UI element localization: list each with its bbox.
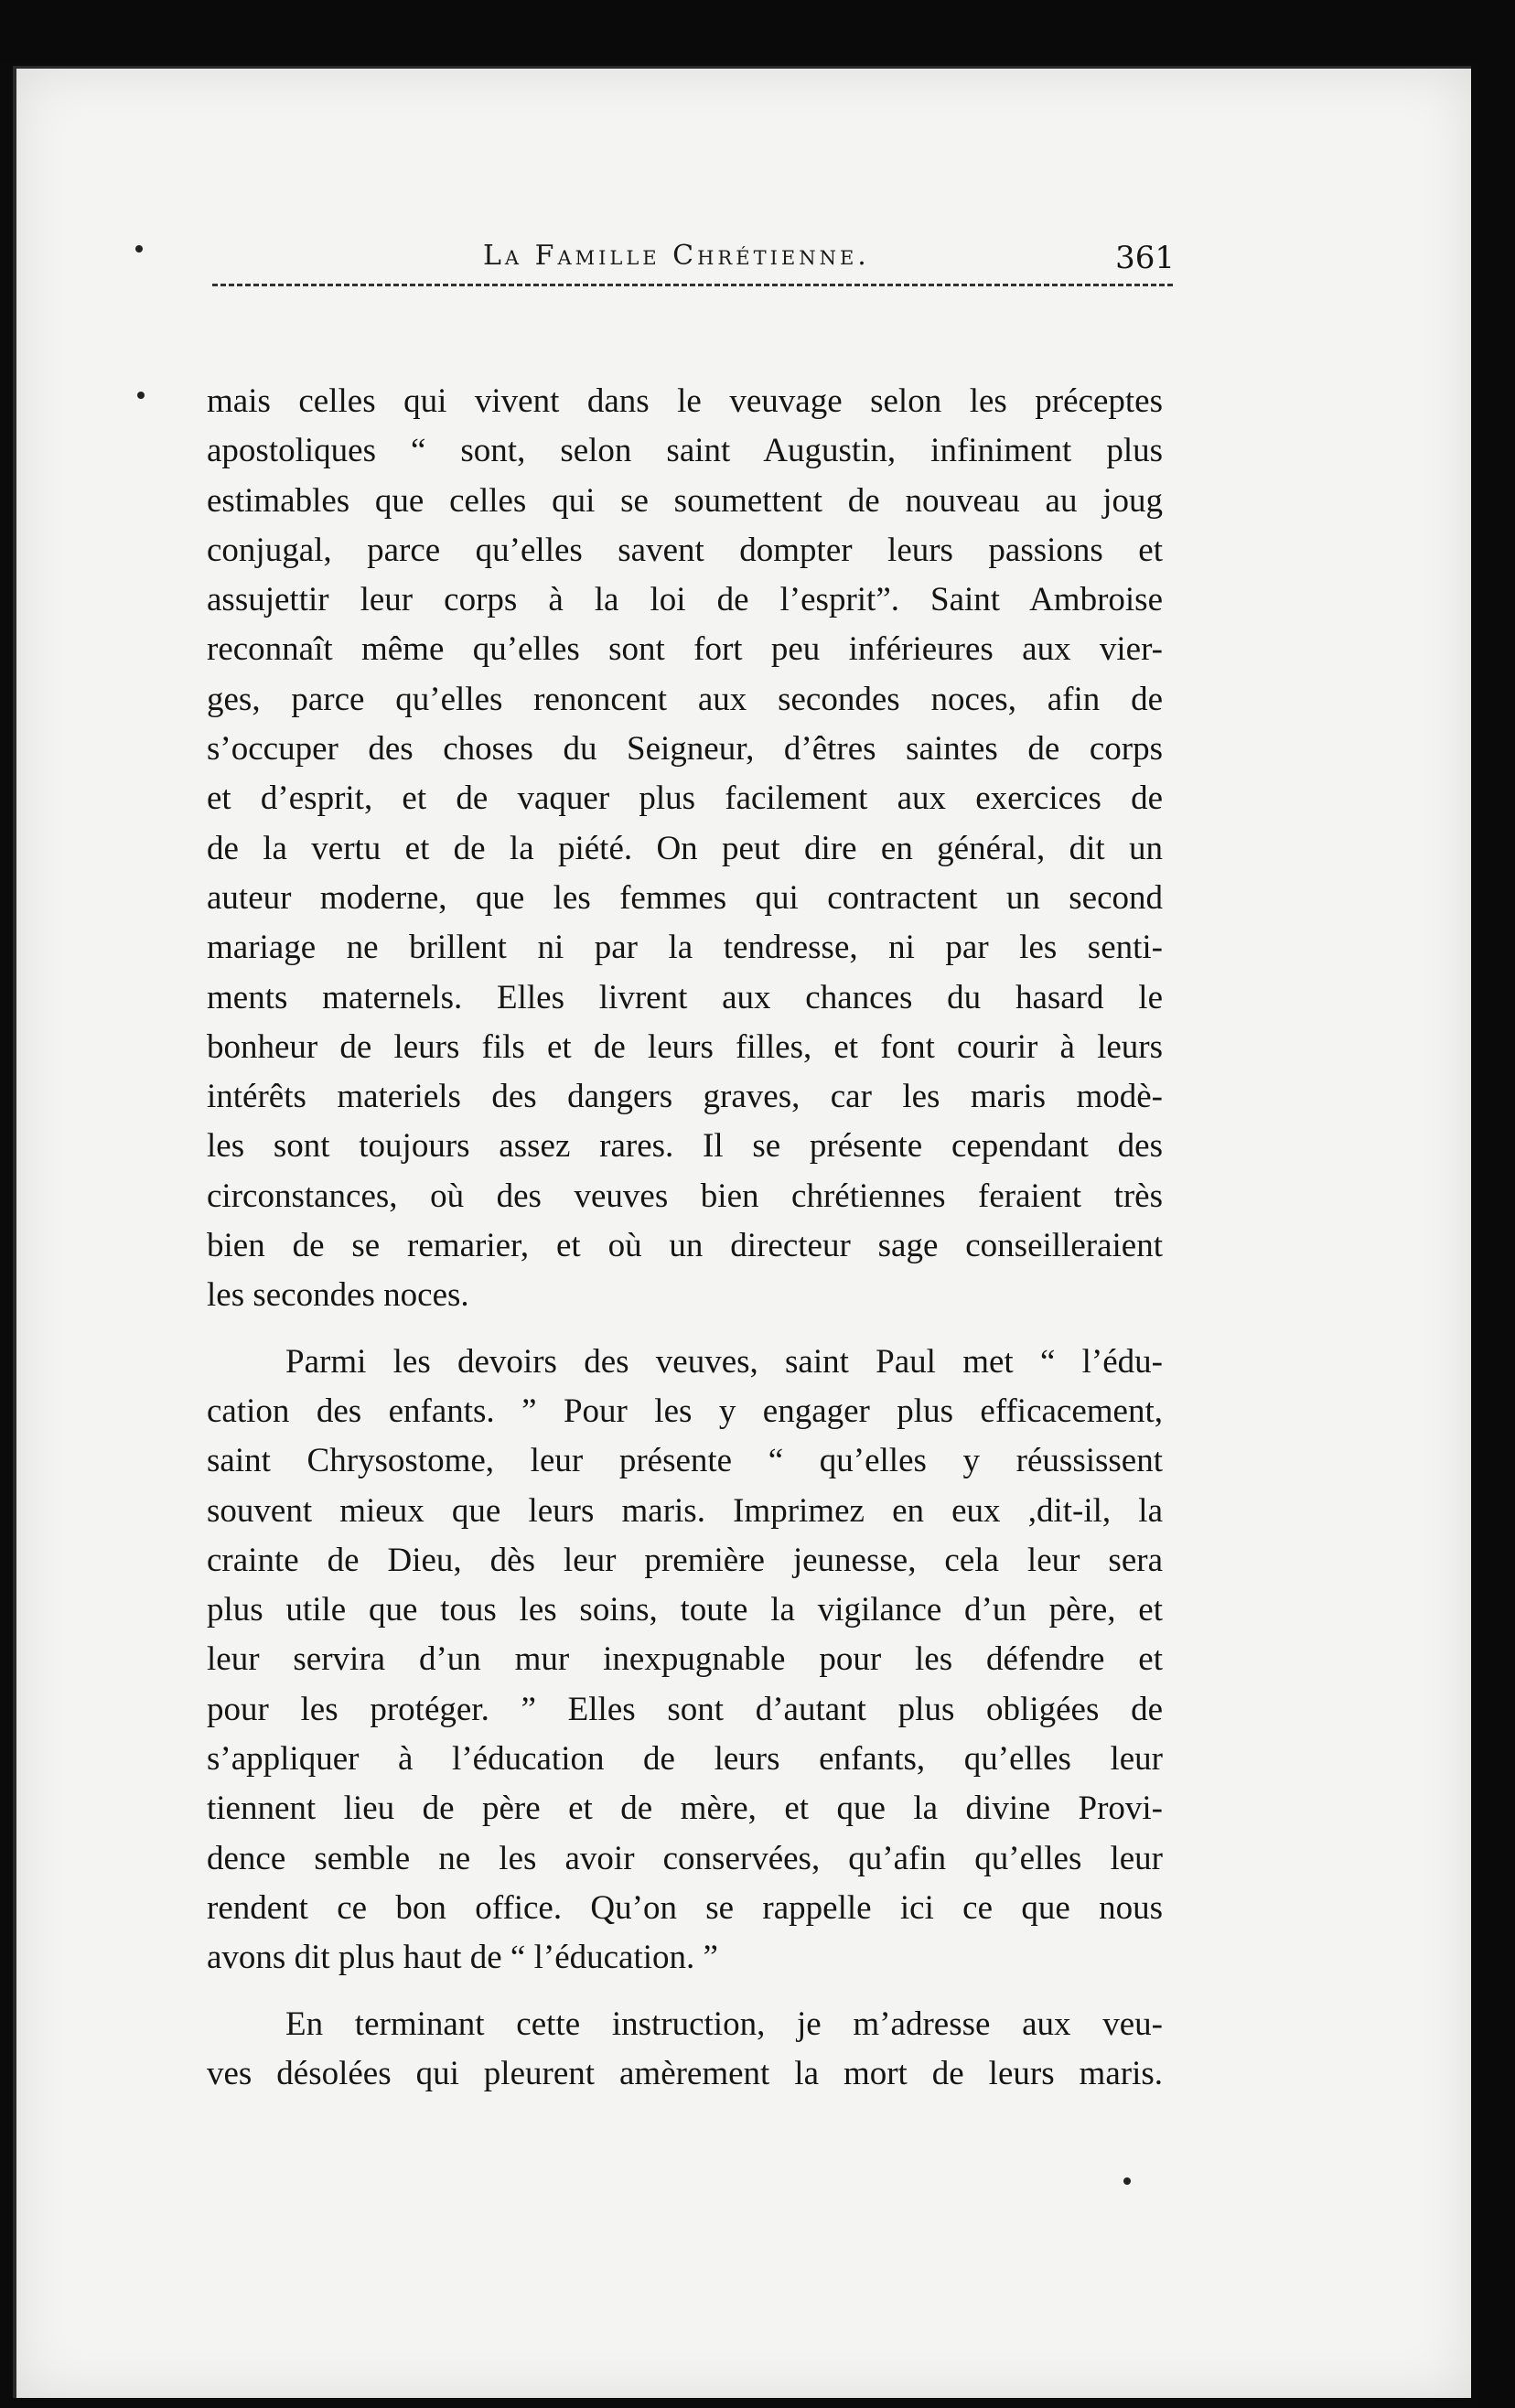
text-line: les secondes noces. [207,1276,469,1315]
text-line: et d’esprit, et de vaquer plus facilement aux exercices de [207,779,1163,818]
text-line: mais celles qui vivent dans le veuvage selon les préceptes [207,382,1163,420]
text-line: cation des enfants. ” Pour les y engager plus efficacement, [207,1392,1163,1430]
text-line: crainte de Dieu, dès leur première jeunesse, cela leur sera [207,1541,1163,1579]
text-line: ments maternels. Elles livrent aux chances du hasard le [207,978,1163,1016]
text-line: les sont toujours assez rares. Il se présente cependant des [207,1127,1163,1166]
body-text [207,377,1163,2099]
text-line: leur servira d’un mur inexpugnable pour les défendre et [207,1640,1163,1679]
text-line: reconnaît même qu’elles sont fort peu inférieures aux vier- [207,630,1163,669]
text-line: apostoliques “ sont, selon saint Augustin, infiniment plus [207,432,1163,470]
ink-speck [1123,2177,1131,2185]
ink-speck [137,392,145,399]
text-line: dence semble ne les avoir conservées, qu’afin qu’elles leur [207,1839,1163,1877]
text-line: circonstances, où des veuves bien chrétiennes feraient très [207,1177,1163,1215]
paragraph-gap [207,1983,1163,2000]
ink-speck [135,245,143,253]
text-line: rendent ce bon office. Qu’on se rappelle ici ce que nous [207,1888,1163,1927]
text-line: plus utile que tous les soins, toute la vigilance d’un père, et [207,1591,1163,1629]
text-line: avons dit plus haut de “ l’éducation. ” [207,1939,718,1977]
text-line: souvent mieux que leurs maris. Imprimez en eux ,dit-il, la [207,1491,1163,1530]
text-line: assujettir leur corps à la loi de l’esprit”. Saint Ambroise [207,581,1163,619]
paragraph [207,1338,1163,1983]
paragraph-gap [207,1321,1163,1338]
running-title: La Famille Chrétienne. [483,240,870,272]
text-line: tiennent lieu de père et de mère, et que la divine Provi- [207,1790,1163,1828]
text-line: s’appliquer à l’éducation de leurs enfants, qu’elles leur [207,1740,1163,1779]
text-line: saint Chrysostome, leur présente “ qu’elles y réussissent [207,1442,1163,1480]
text-line: estimables que celles qui se soumettent de nouveau au joug [207,481,1163,520]
text-line: conjugal, parce qu’elles savent dompter leurs passions et [207,531,1163,569]
text-line: auteur moderne, que les femmes qui contractent un second [207,878,1163,917]
scan-top-border [0,0,1515,64]
text-line: mariage ne brillent ni par la tendresse, ni par les senti- [207,929,1163,967]
paragraph [207,2000,1163,2100]
header-rule [212,284,1173,286]
running-head [209,240,1178,295]
text-line: intérêts materiels des dangers graves, car les maris modè- [207,1078,1163,1116]
text-line: bonheur de leurs fils et de leurs filles, et font courir à leurs [207,1027,1163,1066]
text-line: ves désolées qui pleurent amèrement la mort de leurs maris. [207,2054,1163,2092]
scan-right-border [1478,0,1515,2408]
text-line: s’occuper des choses du Seigneur, d’êtres saintes de corps [207,730,1163,769]
page-number: 361 [1115,240,1175,276]
text-line: ges, parce qu’elles renoncent aux secondes noces, afin de [207,680,1163,718]
text-line: de la vertu et de la piété. On peut dire en général, dit un [207,829,1163,867]
text-line: bien de se remarier, et où un directeur sage conseilleraient [207,1227,1163,1265]
text-line: En terminant cette instruction, je m’adresse aux veu- [285,2005,1163,2043]
paragraph [207,377,1163,1321]
text-line: Parmi les devoirs des veuves, saint Paul met “ l’édu- [285,1342,1163,1381]
text-line: pour les protéger. ” Elles sont d’autant plus obligées de [207,1690,1163,1728]
